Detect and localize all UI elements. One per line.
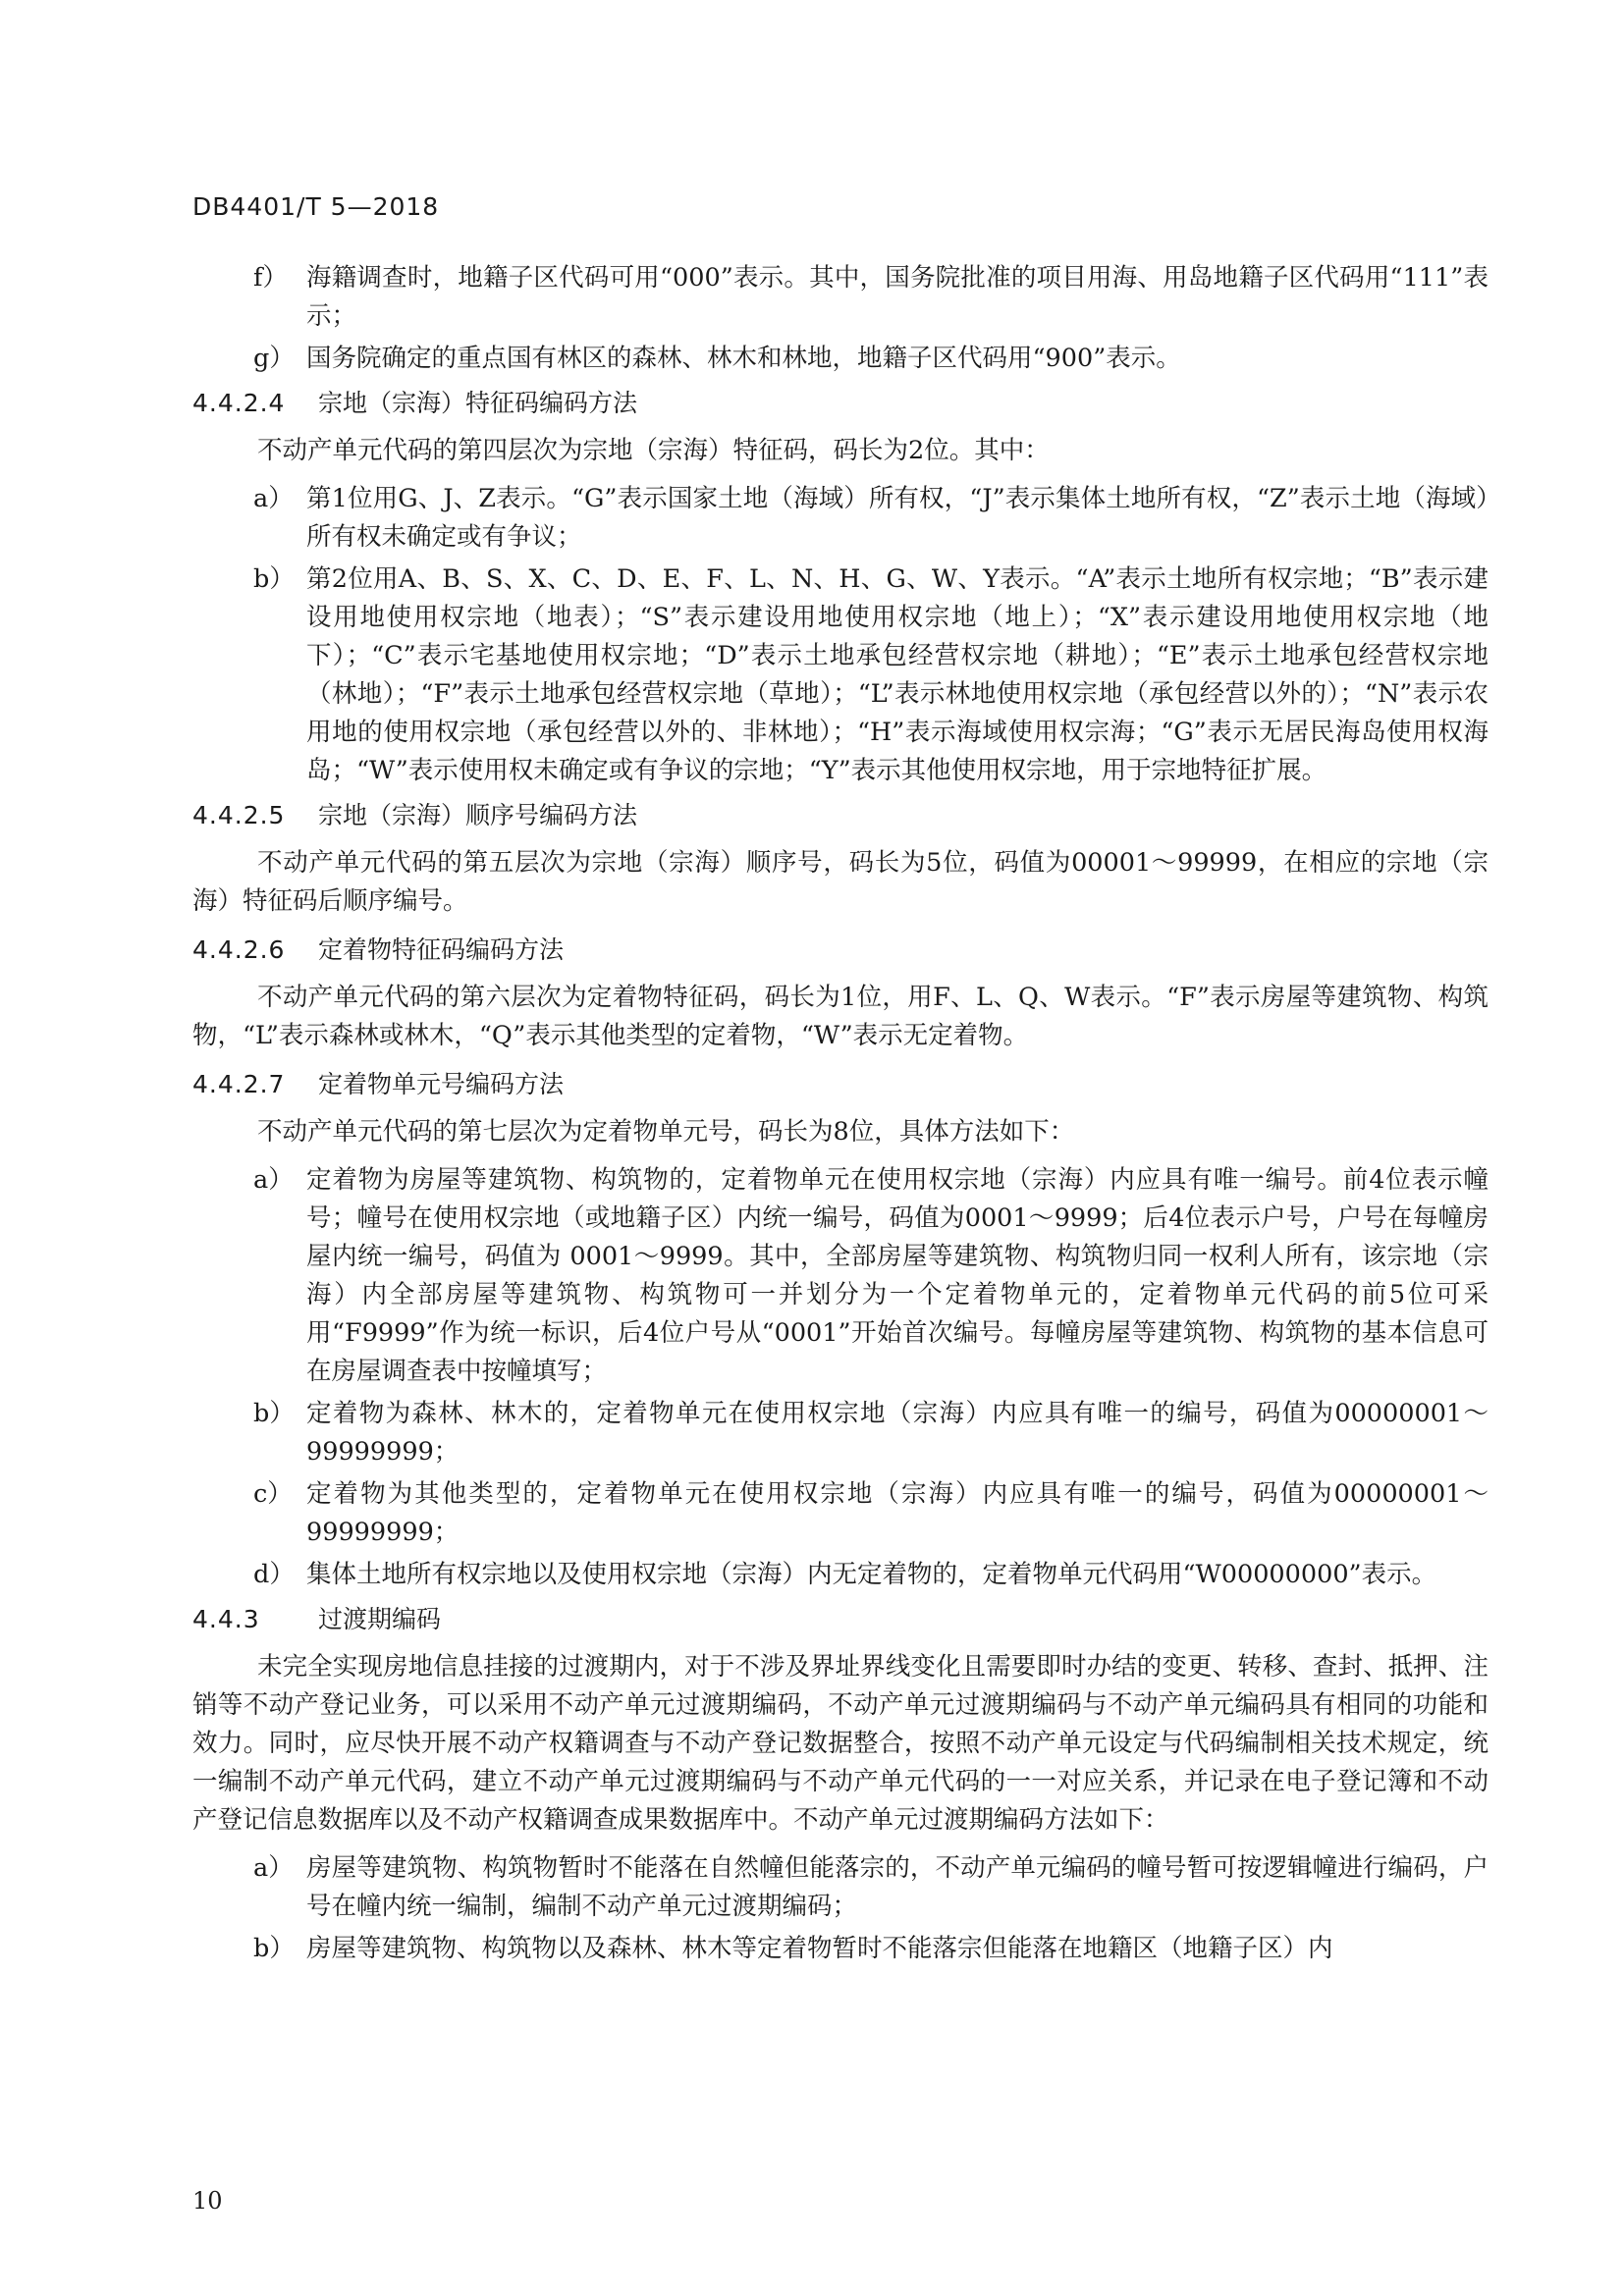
list-item-g xyxy=(192,340,1489,378)
paragraph: 不动产单元代码的第七层次为定着物单元号，码长为8位，具体方法如下： xyxy=(257,1117,1075,1147)
list-item-text: 定着物为其他类型的，定着物单元在使用权宗地（宗海）内应具有唯一的编号，码值为00000001～ 99999999； xyxy=(306,1479,1489,1547)
list-marker: c） xyxy=(253,1479,293,1509)
list-item-text: 房屋等建筑物、构筑物以及森林、林木等定着物暂时不能落宗但能落在地籍区（地籍子区）内 xyxy=(306,1934,1333,1963)
list-marker: b） xyxy=(253,564,295,594)
section-title: 定着物特征码编码方法 xyxy=(318,935,565,964)
list-item-text: 房屋等建筑物、构筑物暂时不能落在自然幢但能落宗的，不动产单元编码的幢号暂可按逻辑幢进行编码，户号在幢内统一编制，编制不动产单元过渡期编码； xyxy=(306,1853,1489,1921)
list-item-text: 定着物为森林、林木的，定着物单元在使用权宗地（宗海）内应具有唯一的编号，码值为00000001～ 99999999； xyxy=(306,1399,1489,1467)
section-heading-4426 xyxy=(192,931,1489,969)
list-item-text: 海籍调查时，地籍子区代码可用“000”表示。其中，国务院批准的项目用海、用岛地籍子区代码用“111”表示； xyxy=(306,263,1489,331)
section-title: 过渡期编码 xyxy=(318,1605,442,1633)
list-item-d xyxy=(192,1556,1489,1594)
list-item-a xyxy=(192,1849,1489,1926)
list-item-b xyxy=(192,561,1489,790)
list-marker: b） xyxy=(253,1934,295,1963)
list-item-text: 第2位用A、B、S、X、C、D、E、F、L、N、H、G、W、Y表示。“A”表示土地所有权宗地；“B”表示建设用地使用权宗地（地表）；“S”表示建设用地使用权宗地（地上）；“X”表示建设用地使用权宗地（地下）；“C”表示宅基地使用权宗地；“D”表示土地承包经营权宗地（耕地）；“E”表示土地承包经营权宗地（林地）；“F”表示土地承包经营权宗地（草地）；“L”表示林地使用权宗地（承包经营以外的）；“N”表示农用地的使用权宗地（承包经营以外的、非林地）；“H”表示海域使用权宗海；“G”表示无居民海岛使用权海岛；“W”表示使用权未确定或有争议的宗地；“Y”表示其他使用权宗地，用于宗地特征扩展。 xyxy=(306,564,1489,785)
page-number: 10 xyxy=(192,2187,223,2215)
list-marker: a） xyxy=(253,484,294,513)
document-body xyxy=(192,259,1489,1972)
list-item-b xyxy=(192,1930,1489,1968)
list-item-text: 国务院确定的重点国有林区的森林、林木和林地，地籍子区代码用“900”表示。 xyxy=(306,344,1181,373)
section-heading-4424 xyxy=(192,384,1489,422)
section-number: 4.4.2.4 xyxy=(192,389,286,417)
paragraph: 不动产单元代码的第五层次为宗地（宗海）顺序号，码长为5位，码值为00001～99999，在相应的宗地（宗海）特征码后顺序编号。 xyxy=(192,848,1489,916)
section-number: 4.4.2.6 xyxy=(192,935,286,964)
paragraph: 不动产单元代码的第四层次为宗地（宗海）特征码，码长为2位。其中： xyxy=(257,436,1050,465)
list-item-b xyxy=(192,1395,1489,1471)
section-number: 4.4.2.7 xyxy=(192,1070,286,1098)
section-title: 宗地（宗海）顺序号编码方法 xyxy=(318,801,638,829)
paragraph: 未完全实现房地信息挂接的过渡期内，对于不涉及界址界线变化且需要即时办结的变更、转移、查封、抵押、注销等不动产登记业务，可以采用不动产单元过渡期编码，不动产单元过渡期编码与不动产单元编码具有相同的功能和效力。同时，应尽快开展不动产权籍调查与不动产登记数据整合，按照不动产单元设定与代码编制相关技术规定，统一编制不动产单元代码，建立不动产单元过渡期编码与不动产单元代码的一一对应关系，并记录在电子登记簿和不动产登记信息数据库以及不动产权籍调查成果数据库中。不动产单元过渡期编码方法如下： xyxy=(192,1652,1489,1835)
list-marker: d） xyxy=(253,1560,295,1589)
list-marker: a） xyxy=(253,1853,294,1883)
list-item-text: 集体土地所有权宗地以及使用权宗地（宗海）内无定着物的，定着物单元代码用“W00000000”表示。 xyxy=(306,1560,1437,1589)
section-heading-443 xyxy=(192,1600,1489,1638)
list-marker: a） xyxy=(253,1165,294,1195)
section-title: 定着物单元号编码方法 xyxy=(318,1070,565,1098)
list-item-c xyxy=(192,1475,1489,1552)
list-item-a xyxy=(192,480,1489,557)
section-number: 4.4.2.5 xyxy=(192,801,286,829)
section-heading-4427 xyxy=(192,1065,1489,1103)
list-item-a xyxy=(192,1161,1489,1391)
list-marker: b） xyxy=(253,1399,295,1428)
standard-code-header: DB4401/T 5—2018 xyxy=(192,192,440,221)
section-number: 4.4.3 xyxy=(192,1605,260,1633)
list-item-text: 第1位用G、J、Z表示。“G”表示国家土地（海域）所有权，“J”表示集体土地所有权，“Z”表示土地（海域）所有权未确定或有争议； xyxy=(306,484,1489,552)
list-item-text: 定着物为房屋等建筑物、构筑物的，定着物单元在使用权宗地（宗海）内应具有唯一编号。前4位表示幢号；幢号在使用权宗地（或地籍子区）内统一编号，码值为0001～9999；后4位表示户号，户号在每幢房屋内统一编号，码值为 0001～9999。其中，全部房屋等建筑物、构筑物归同一权利人所有，该宗地（宗海）内全部房屋等建筑物、构筑物可一并划分为一个定着物单元的，定着物单元代码的前5位可采用“F9999”作为统一标识，后4位户号从“0001”开始首次编号。每幢房屋等建筑物、构筑物的基本信息可在房屋调查表中按幢填写； xyxy=(306,1165,1489,1386)
list-item-f xyxy=(192,259,1489,336)
section-heading-4425 xyxy=(192,796,1489,834)
list-marker: g） xyxy=(253,344,295,373)
section-title: 宗地（宗海）特征码编码方法 xyxy=(318,389,638,417)
list-marker: f） xyxy=(253,263,288,293)
paragraph: 不动产单元代码的第六层次为定着物特征码，码长为1位，用F、L、Q、W表示。“F”表示房屋等建筑物、构筑物，“L”表示森林或林木，“Q”表示其他类型的定着物，“W”表示无定着物。 xyxy=(192,983,1489,1050)
